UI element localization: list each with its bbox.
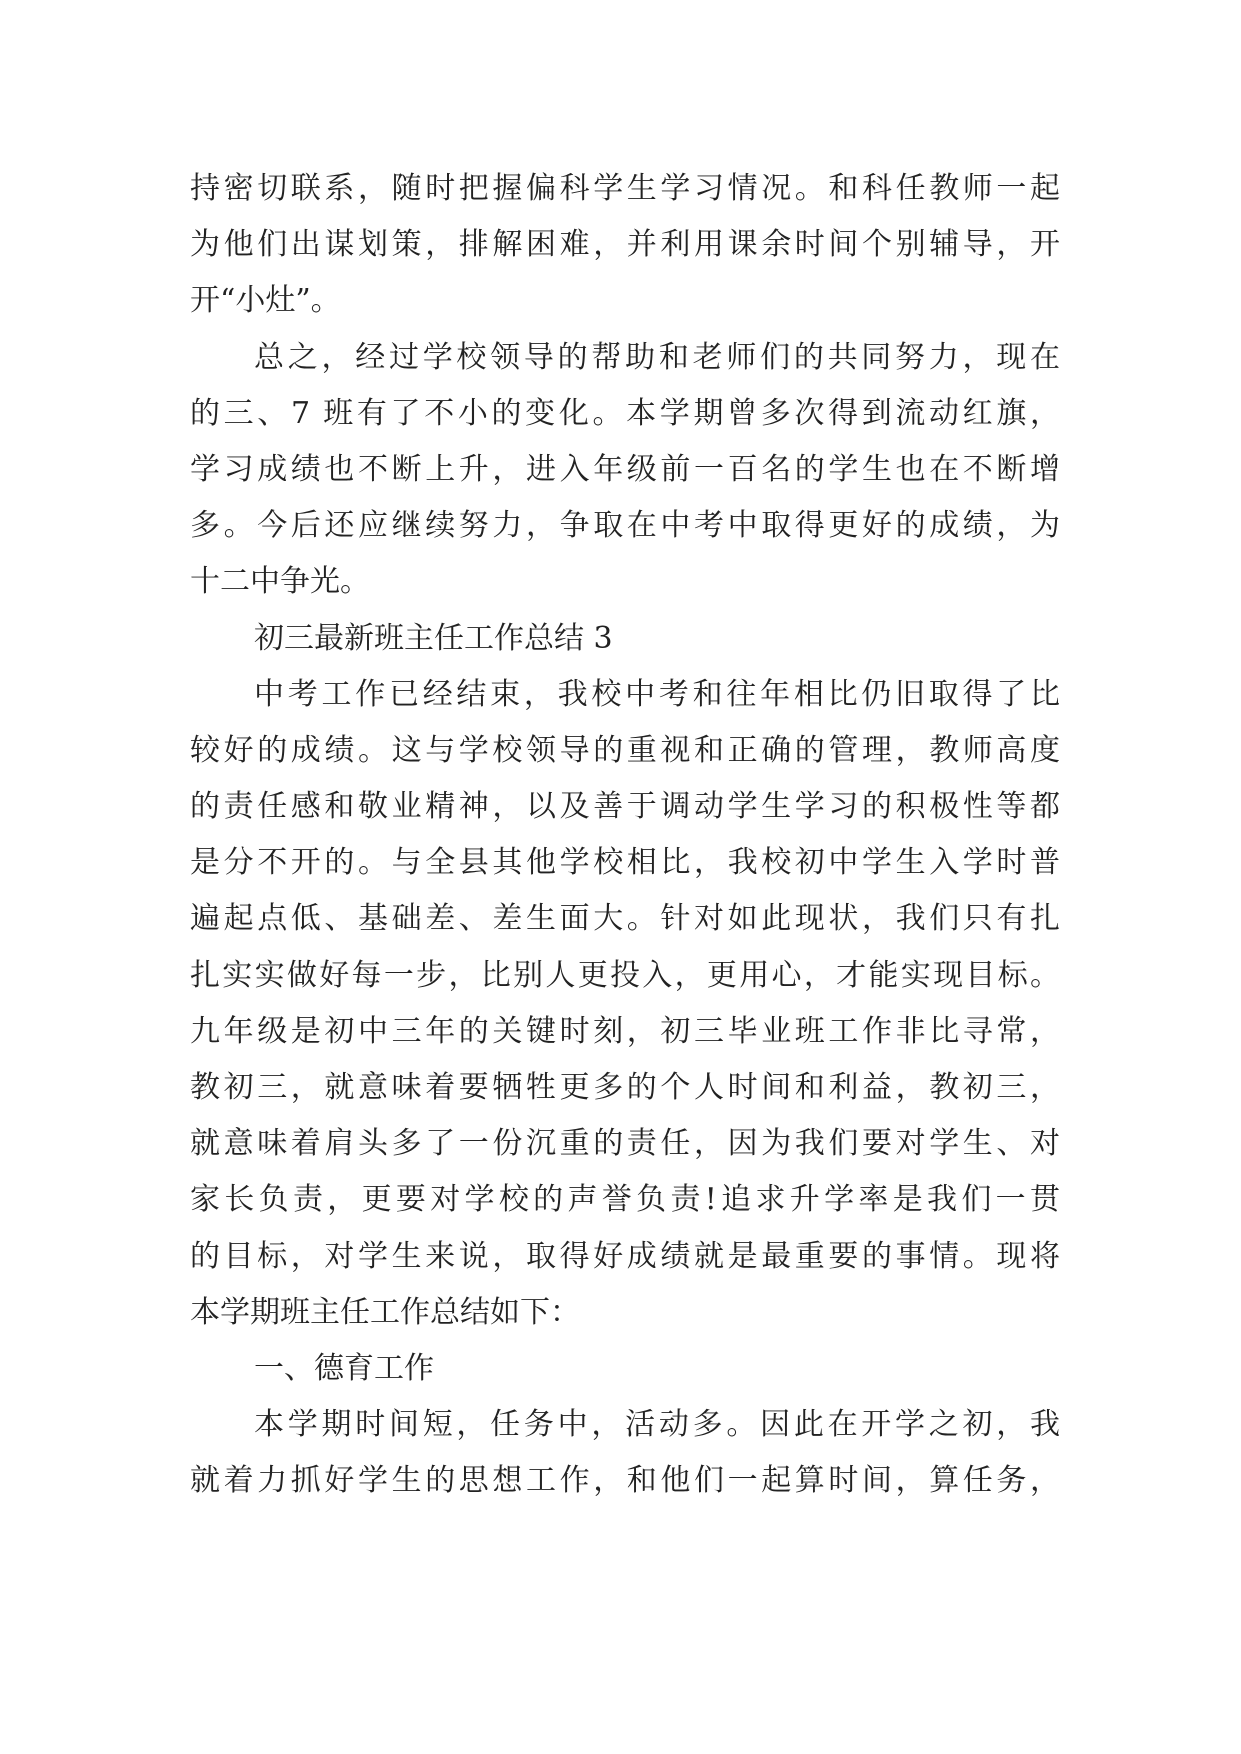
text-line: 总之，经过学校领导的帮助和老师们的共同努力，现在 [254, 339, 1060, 375]
text-line: 遍起点低、基础差、差生面大。针对如此现状，我们只有扎 [190, 901, 1060, 937]
text-line: 本学期时间短，任务中，活动多。因此在开学之初，我 [254, 1407, 1060, 1443]
text-line: 本学期班主任工作总结如下： [190, 1294, 580, 1330]
text-line: 扎实实做好每一步，比别人更投入，更用心，才能实现目标。 [190, 957, 1060, 993]
text-line: 教初三，就意味着要牺牲更多的个人时间和利益，教初三， [190, 1070, 1060, 1105]
document-body [190, 161, 1060, 1510]
text-line: 学习成绩也不断上升，进入年级前一百名的学生也在不断增 [190, 451, 1060, 487]
text-line: 的责任感和敬业精神，以及善于调动学生学习的积极性等都 [190, 789, 1060, 825]
text-line: 是分不开的。与全县其他学校相比，我校初中学生入学时普 [190, 845, 1060, 881]
section-heading: 初三最新班主任工作总结 3 [254, 620, 613, 656]
text-line: 多。今后还应继续努力，争取在中考中取得更好的成绩，为 [190, 508, 1060, 544]
text-line: 的目标，对学生来说，取得好成绩就是最重要的事情。现将 [190, 1238, 1060, 1274]
text-line: 家长负责，更要对学校的声誉负责!追求升学率是我们一贯 [190, 1182, 1060, 1218]
text-line: 的三、7 班有了不小的变化。本学期曾多次得到流动红旗， [190, 395, 1060, 431]
text-line: 持密切联系，随时把握偏科学生学习情况。和科任教师一起 [190, 171, 1060, 206]
text-line: 九年级是初中三年的关键时刻，初三毕业班工作非比寻常， [190, 1013, 1060, 1049]
text-line: 中考工作已经结束，我校中考和往年相比仍旧取得了比 [254, 676, 1060, 712]
text-line: 较好的成绩。这与学校领导的重视和正确的管理，教师高度 [190, 732, 1060, 768]
subsection-heading: 一、德育工作 [254, 1350, 434, 1386]
text-line: 就意味着肩头多了一份沉重的责任，因为我们要对学生、对 [190, 1126, 1060, 1162]
text-line: 开“小灶”。 [190, 283, 341, 319]
text-line: 十二中争光。 [190, 564, 370, 600]
text-line: 为他们出谋划策，排解困难，并利用课余时间个别辅导，开 [190, 227, 1060, 263]
text-line: 就着力抓好学生的思想工作，和他们一起算时间，算任务， [190, 1463, 1060, 1499]
